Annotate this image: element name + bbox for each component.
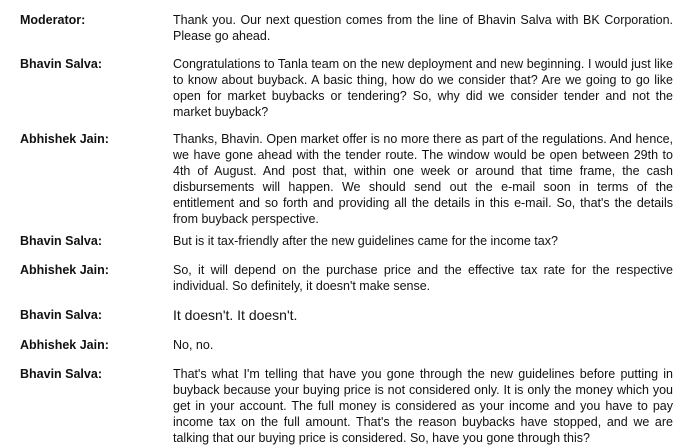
speaker-name: Bhavin Salva: bbox=[20, 234, 102, 248]
speaker-name: Bhavin Salva: bbox=[20, 367, 102, 381]
speaker-name: Moderator: bbox=[20, 13, 86, 27]
speaker-name: Bhavin Salva: bbox=[20, 57, 102, 71]
speaker-name: Abhishek Jain: bbox=[20, 132, 109, 146]
speech-text: Thanks, Bhavin. Open market offer is no more there as part of the regulations. And hence, we have gone ahead with the tender route. The window would be open between 29th to 4th of August. And post that, within one week or around that time frame, the cash disbursements will happen. We should send out the e-mail soon in terms of the entitlement and so forth and providing all the details in this e-mail. So, that's the details from buyback perspective. bbox=[173, 132, 673, 226]
speech-text: Congratulations to Tanla team on the new deployment and new beginning. I would just like to know about buyback. A basic thing, how do we consider that? Are we going to go like open for market buybacks or tendering? So, why did we consider tender and not the market buyback? bbox=[173, 57, 673, 119]
speech-text: That's what I'm telling that have you gone through the new guidelines before putting in buyback because your buying price is not considered only. It is only the money which you get in your account. The full money is considered as your income and you have to pay income tax on the full amount. That's the reason buybacks have stopped, and we are talking that our buying price is considered. So, have you gone through this? bbox=[173, 367, 673, 445]
speech-text: It doesn't. It doesn't. bbox=[173, 307, 298, 323]
speech-text: So, it will depend on the purchase price and the effective tax rate for the respective individual. So definitely, it doesn't make sense. bbox=[173, 263, 673, 293]
speaker-name: Abhishek Jain: bbox=[20, 338, 109, 352]
speech-text: Thank you. Our next question comes from the line of Bhavin Salva with BK Corporation. Please go ahead. bbox=[173, 13, 673, 43]
speaker-name: Bhavin Salva: bbox=[20, 308, 102, 322]
speech-text: But is it tax-friendly after the new guidelines came for the income tax? bbox=[173, 234, 558, 248]
speaker-name: Abhishek Jain: bbox=[20, 263, 109, 277]
speech-text: No, no. bbox=[173, 338, 214, 352]
